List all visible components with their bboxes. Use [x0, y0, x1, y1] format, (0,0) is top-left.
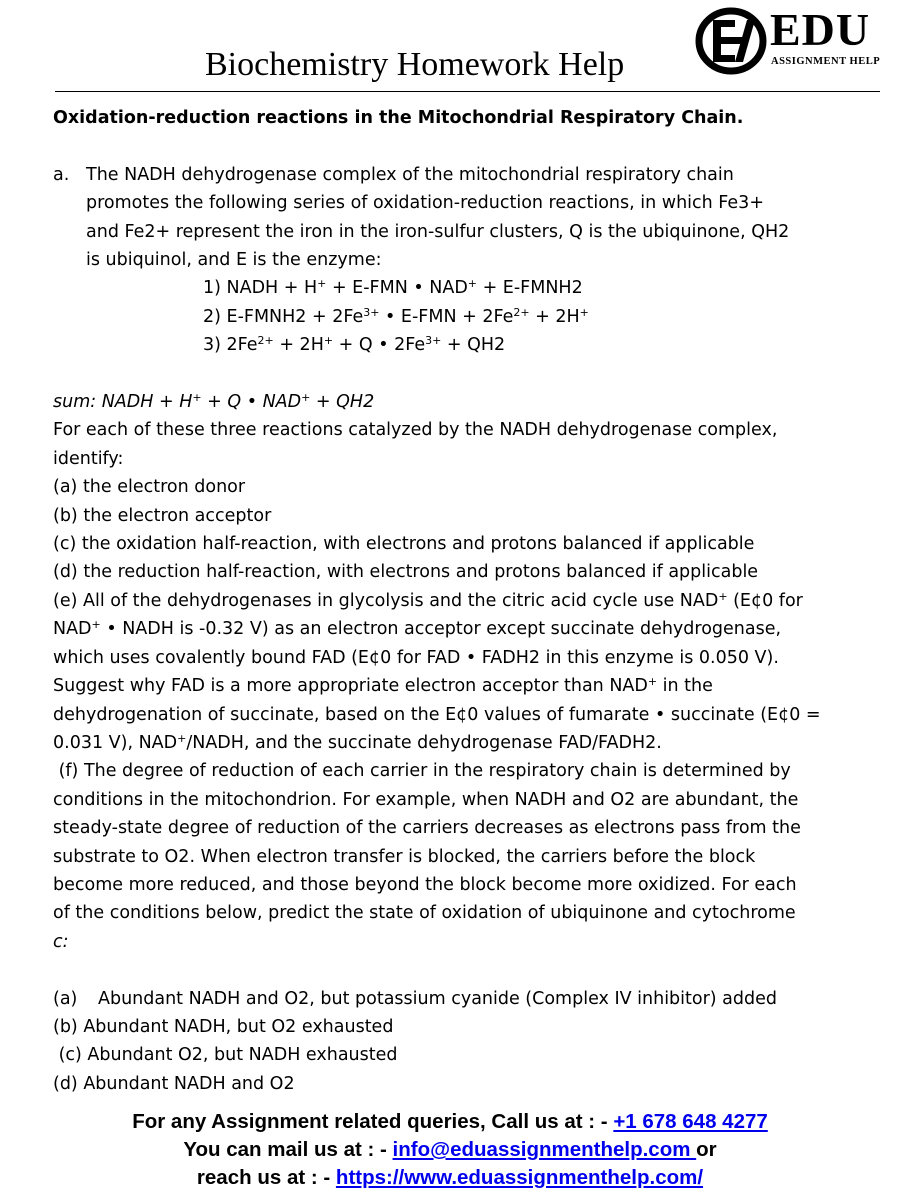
title-divider [55, 91, 880, 92]
document-body [53, 104, 873, 1098]
part-e-line: dehydrogenation of succinate, based on the E¢0 values of fumarate • succinate (E¢0 = [53, 704, 821, 725]
item-a-marker: a. [53, 164, 70, 185]
reaction-2: 2) E-FMNH2 + $2Fe^{3+}$ • $E-FMN + 2Fe^{2+} + 2H^+$ [203, 305, 589, 327]
contact-footer [0, 1108, 900, 1192]
phone-link[interactable]: +1 678 648 4277 [613, 1110, 768, 1133]
part-f-line: of the conditions below, predict the state of oxidation of ubiquinone and cytochrome [53, 903, 796, 924]
mail-suffix: or [696, 1138, 717, 1161]
part-f-line: substrate to O2. When electron transfer is blocked, the carriers before the block [53, 846, 756, 867]
section-heading: Oxidation-reduction reactions in the Mitochondrial Respiratory Chain. [53, 108, 744, 128]
reaction-3: 3) $2Fe^{2+} + 2H^+ + Q$ • $2Fe^{3+} + QH2$ [203, 334, 506, 356]
page-title: Biochemistry Homework Help [205, 46, 625, 83]
part-e-line: (e) All of the dehydrogenases in glycolysis and the citric acid cycle use NAD+ (E¢0 for [53, 589, 803, 611]
website-link[interactable]: https://www.eduassignmenthelp.com/ [335, 1166, 704, 1189]
intro-line: and Fe2+ represent the iron in the iron-sulfur clusters, Q is the ubiquinone, QH2 [86, 221, 790, 242]
part-e-line: Suggest why FAD is a more appropriate electron acceptor than NAD+ in the [53, 675, 713, 697]
part-f-line: steady-state degree of reduction of the carriers decreases as electrons pass from the [53, 818, 801, 839]
part-f-line: become more reduced, and those beyond the block become more oxidized. For each [53, 874, 797, 895]
sum-reaction: sum: NADH + H+ + Q • NAD+ + QH2 [53, 391, 375, 413]
condition-b: (b) Abundant NADH, but O2 exhausted [53, 1016, 394, 1037]
condition-a [53, 985, 873, 1013]
part-f-end: c: [53, 931, 69, 952]
email-link[interactable]: info@eduassignmenthelp.com [392, 1138, 697, 1161]
intro-line: is ubiquinol, and E is the enzyme: [86, 250, 382, 271]
logo-subtitle: ASSIGNMENT HELP [771, 56, 881, 67]
part-f-line: conditions in the mitochondrion. For example, when NADH and O2 are abundant, the [53, 789, 799, 810]
part-e-line: 0.031 V), NAD+/NADH, and the succinate dehydrogenase FAD/FADH2. [53, 731, 662, 753]
call-prefix: For any Assignment related queries, Call us at : - [132, 1110, 614, 1133]
logo-text: EDU [770, 4, 871, 55]
mail-prefix: You can mail us at : - [183, 1138, 393, 1161]
condition-d: (d) Abundant NADH and O2 [53, 1073, 295, 1094]
question-line: identify: [53, 448, 124, 469]
item-a [53, 161, 873, 275]
question-line: (b) the electron acceptor [53, 505, 272, 526]
part-e-line: which uses covalently bound FAD (E¢0 for FAD • FADH2 in this enzyme is 0.050 V). [53, 647, 779, 668]
condition-a-marker: (a) [53, 988, 78, 1009]
question-line: (d) the reduction half-reaction, with electrons and protons balanced if applicable [53, 562, 759, 583]
part-f-line: (f) The degree of reduction of each carrier in the respiratory chain is determined by [53, 761, 791, 782]
condition-c: (c) Abundant O2, but NADH exhausted [53, 1045, 398, 1066]
intro-line: promotes the following series of oxidation-reduction reactions, in which Fe3+ [86, 193, 764, 214]
question-line: (a) the electron donor [53, 477, 246, 498]
condition-a-text: Abundant NADH and O2, but potassium cyanide (Complex IV inhibitor) added [98, 988, 777, 1009]
intro-line: The NADH dehydrogenase complex of the mitochondrial respiratory chain [86, 164, 734, 185]
reaction-1: 1) NADH + H+ + E-FMN • NAD+ + E-FMNH2 [203, 277, 583, 299]
question-line: (c) the oxidation half-reaction, with electrons and protons balanced if applicable [53, 534, 755, 555]
question-line: For each of these three reactions catalyzed by the NADH dehydrogenase complex, [53, 420, 778, 441]
part-e-line: NAD+ • NADH is -0.32 V) as an electron acceptor except succinate dehydrogenase, [53, 618, 782, 640]
reach-prefix: reach us at : - [196, 1166, 336, 1189]
